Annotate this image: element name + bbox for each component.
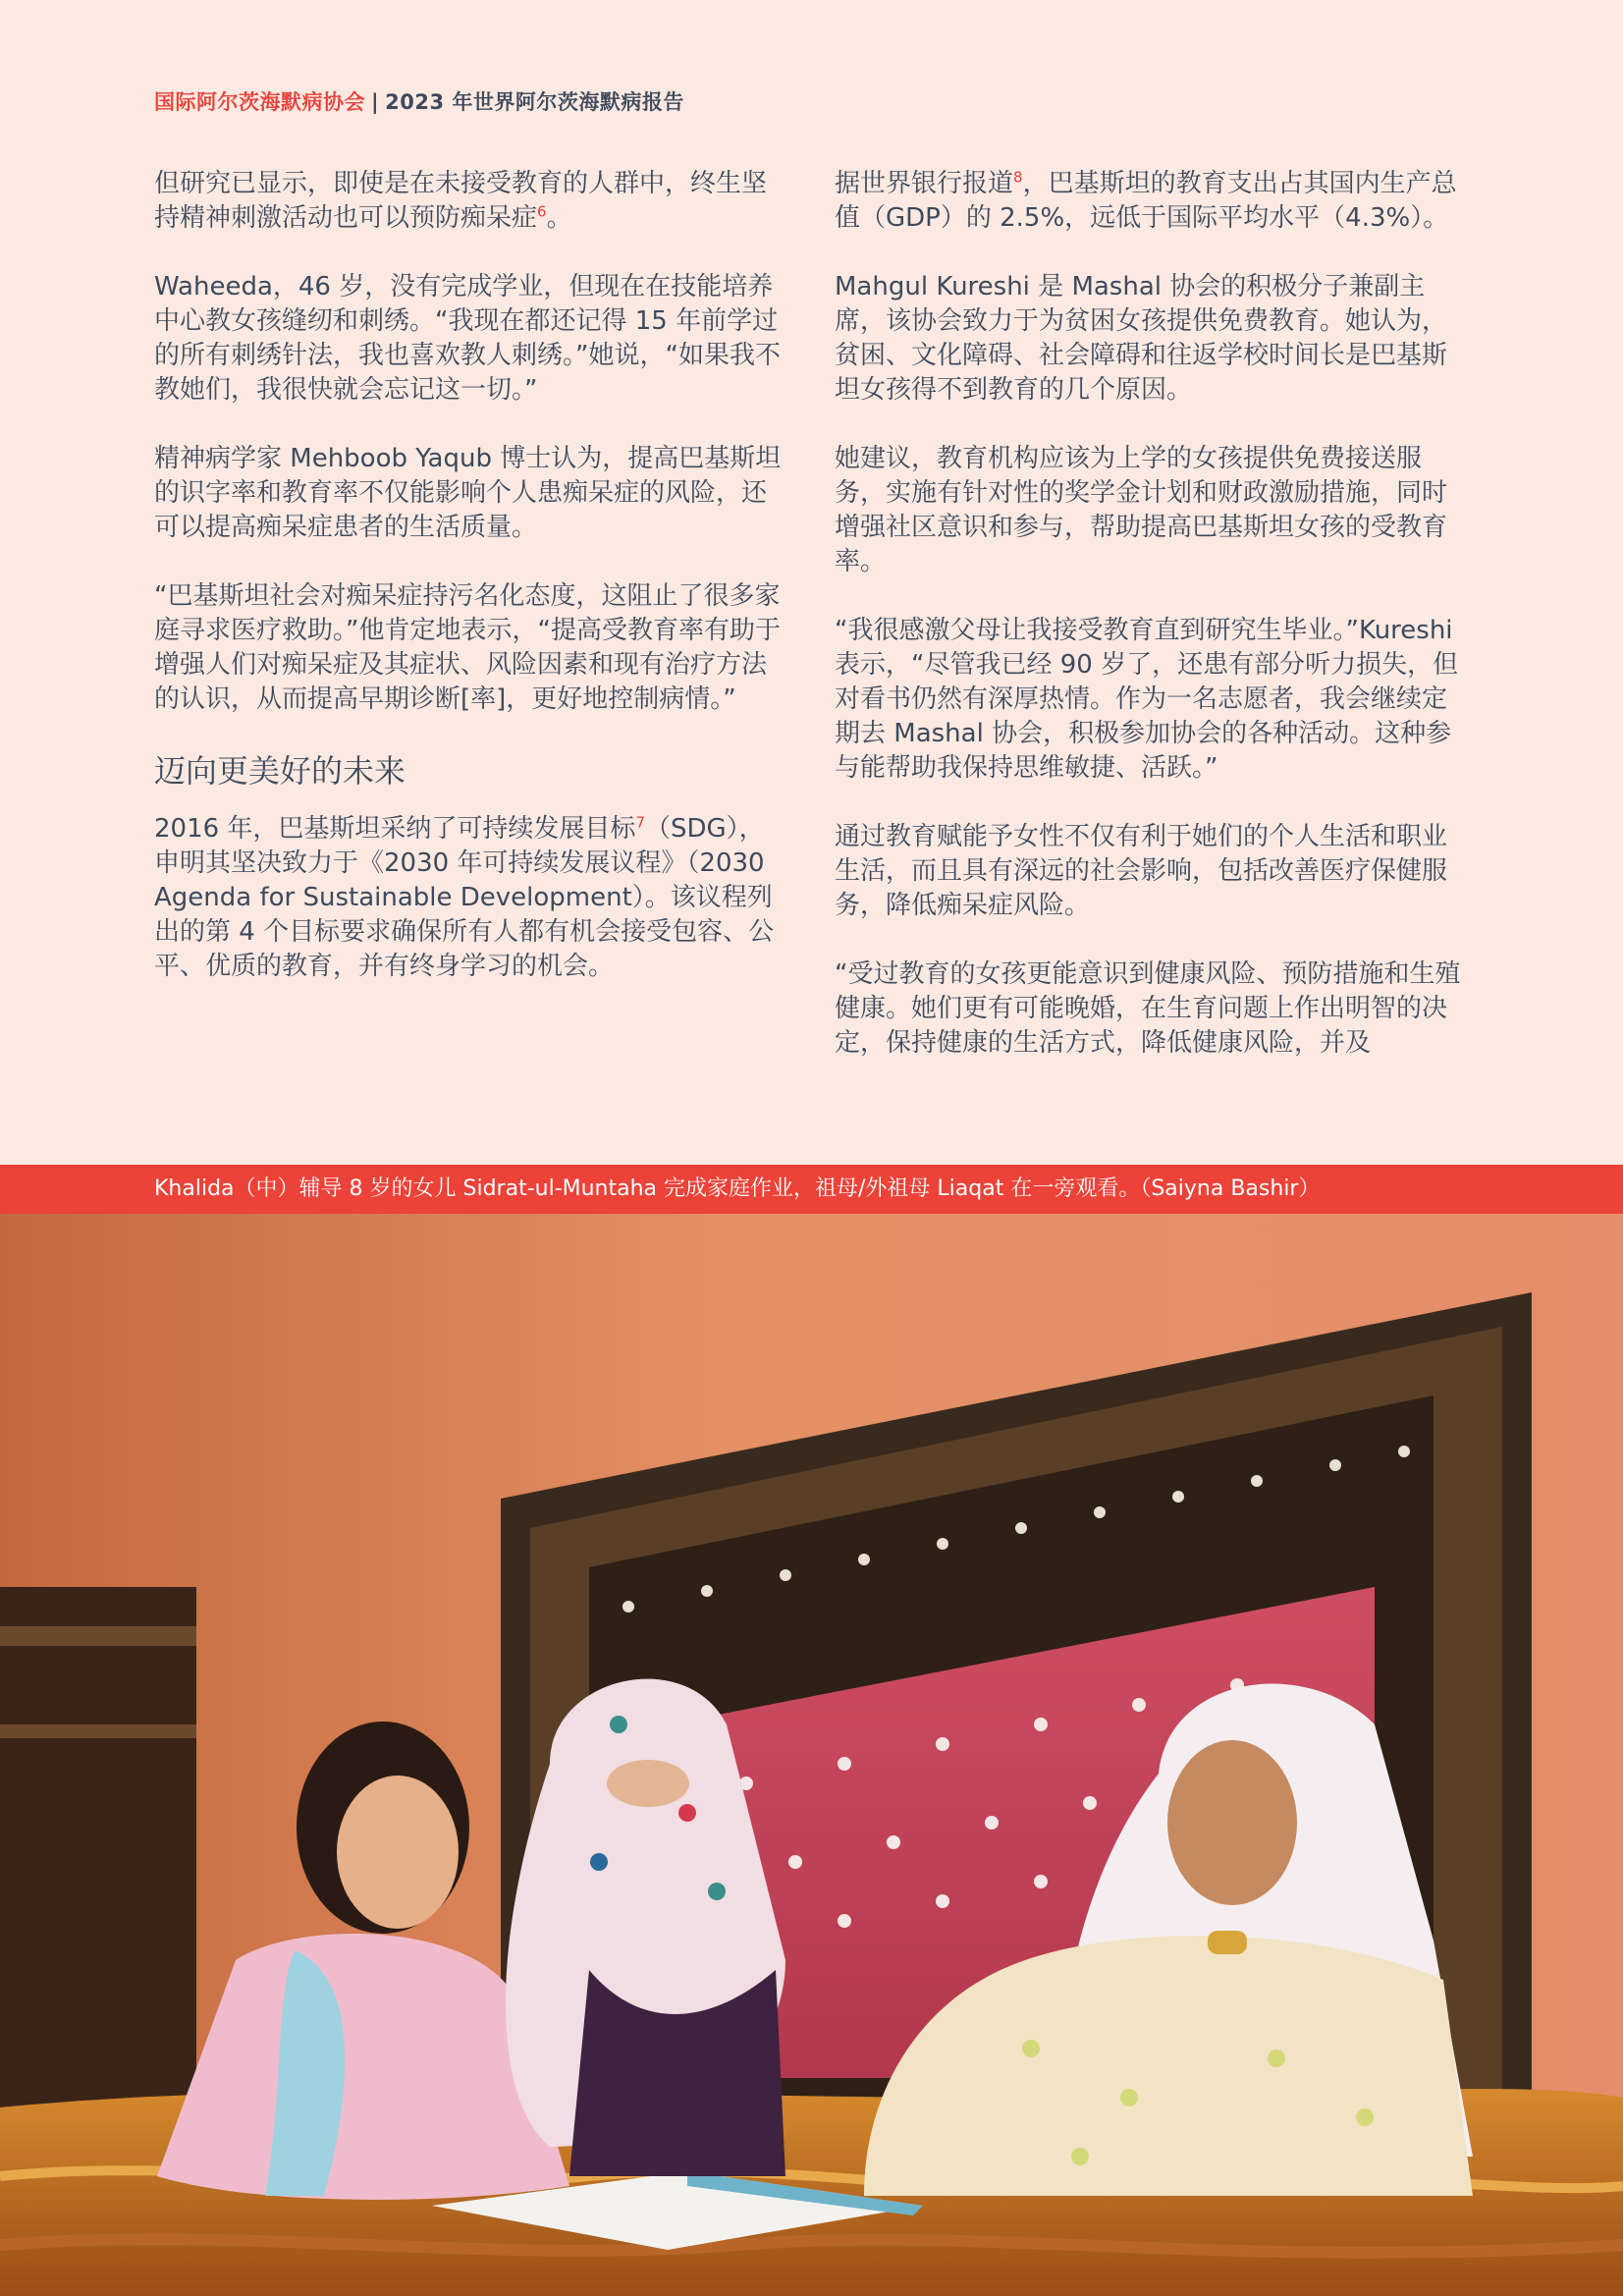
left-paragraph-3: 精神病学家 Mehboob Yaqub 博士认为，提高巴基斯坦的识字率和教育率不仅能影响个人患痴呆症的风险，还可以提高痴呆症患者的生活质量。 xyxy=(154,444,782,542)
section-heading: 迈向更美好的未来 xyxy=(154,752,406,790)
header-report-title: 2023 年世界阿尔茨海默病报告 xyxy=(385,90,684,114)
left-column xyxy=(154,167,787,984)
grandmother-face xyxy=(1167,1740,1297,1905)
left-paragraph-2: Waheeda，46 岁，没有完成学业，但现在在技能培养中心教女孩缝纫和刺绣。“我现在都还记得 15 年前学过的所有刺绣针法，我也喜欢教人刺绣。”她说，“如果我不教她们，我很快就会忘记这一切。” xyxy=(154,272,781,405)
left-paragraph-1 xyxy=(154,167,787,236)
citation-6: 6 xyxy=(537,202,547,221)
photo-caption-bar xyxy=(0,1165,1623,1214)
right-paragraph-3: 她建议，教育机构应该为上学的女孩提供免费接送服务，实施有针对性的奖学金计划和财政激励措施，同时增强社区意识和参与，帮助提高巴基斯坦女孩的受教育率。 xyxy=(835,444,1448,576)
cabinet xyxy=(0,1587,196,2176)
citation-7: 7 xyxy=(635,813,645,832)
left-paragraph-5-end: （SDG），申明其坚决致力于《2030 年可持续发展议程》（2030 Agenda for Sustainable Development）。该议程列出的第 4 个目标要求确保所有人都有机会接受包容、公平、优质的教育，并有终身学习的机会。 xyxy=(154,814,775,981)
right-paragraph-6: “受过教育的女孩更能意识到健康风险、预防措施和生殖健康。她们更有可能晚婚，在生育问题上作出明智的决定，保持健康的生活方式，降低健康风险，并及 xyxy=(835,959,1461,1058)
right-column xyxy=(835,167,1468,1061)
left-paragraph-5 xyxy=(154,812,787,984)
page-header xyxy=(154,86,684,116)
girl-face xyxy=(337,1776,459,1929)
right-paragraph-1-end: ，巴基斯坦的教育支出占其国内生产总值（GDP）的 2.5%，远低于国际平均水平（4.3%）。 xyxy=(835,169,1457,233)
mother-eyes-area xyxy=(607,1760,689,1807)
photo-illustration xyxy=(0,1214,1623,2296)
header-org-name: 国际阿尔茨海默病协会 xyxy=(154,90,365,114)
left-paragraph-1-text: 但研究已显示，即使是在未接受教育的人群中，终生坚持精神刺激活动也可以预防痴呆症 xyxy=(154,169,768,233)
photo-caption: Khalida（中）辅导 8 岁的女儿 Sidrat-ul-Muntaha 完成家庭作业，祖母/外祖母 Liaqat 在一旁观看。（Saiyna Bashir） xyxy=(154,1176,1321,1201)
left-paragraph-1-end: 。 xyxy=(546,203,572,233)
left-paragraph-4: “巴基斯坦社会对痴呆症持污名化态度，这阻止了很多家庭寻求医疗救助。”他肯定地表示，“提高受教育率有助于增强人们对痴呆症及其症状、风险因素和现有治疗方法的认识，从而提高早期诊断[率]，更好地控制病情。” xyxy=(154,581,781,714)
cabinet-trim-2 xyxy=(0,1724,196,1738)
gold-bangles xyxy=(1208,1931,1247,1954)
photo xyxy=(0,1214,1623,2296)
right-paragraph-1 xyxy=(835,167,1468,236)
right-paragraph-1-text: 据世界银行报道 xyxy=(835,169,1014,198)
cabinet-trim xyxy=(0,1626,196,1646)
header-separator: | xyxy=(371,90,380,114)
citation-8: 8 xyxy=(1013,168,1023,187)
right-paragraph-5: 通过教育赋能予女性不仅有利于她们的个人生活和职业生活，而且具有深远的社会影响，包括改善医疗保健服务，降低痴呆症风险。 xyxy=(835,822,1448,920)
right-paragraph-4: “我很感激父母让我接受教育直到研究生毕业。”Kureshi 表示，“尽管我已经 90 岁了，还患有部分听力损失，但对看书仍然有深厚热情。作为一名志愿者，我会继续定期去 Mashal 协会，积极参加协会的各种活动。这种参与能帮助我保持思维敏捷、活跃。” xyxy=(835,616,1459,783)
left-paragraph-5-text: 2016 年，巴基斯坦采纳了可持续发展目标 xyxy=(154,814,636,844)
right-paragraph-2: Mahgul Kureshi 是 Mashal 协会的积极分子兼副主席，该协会致力于为贫困女孩提供免费教育。她认为，贫困、文化障碍、社会障碍和往返学校时间长是巴基斯坦女孩得不到教育的几个原因。 xyxy=(835,272,1448,405)
